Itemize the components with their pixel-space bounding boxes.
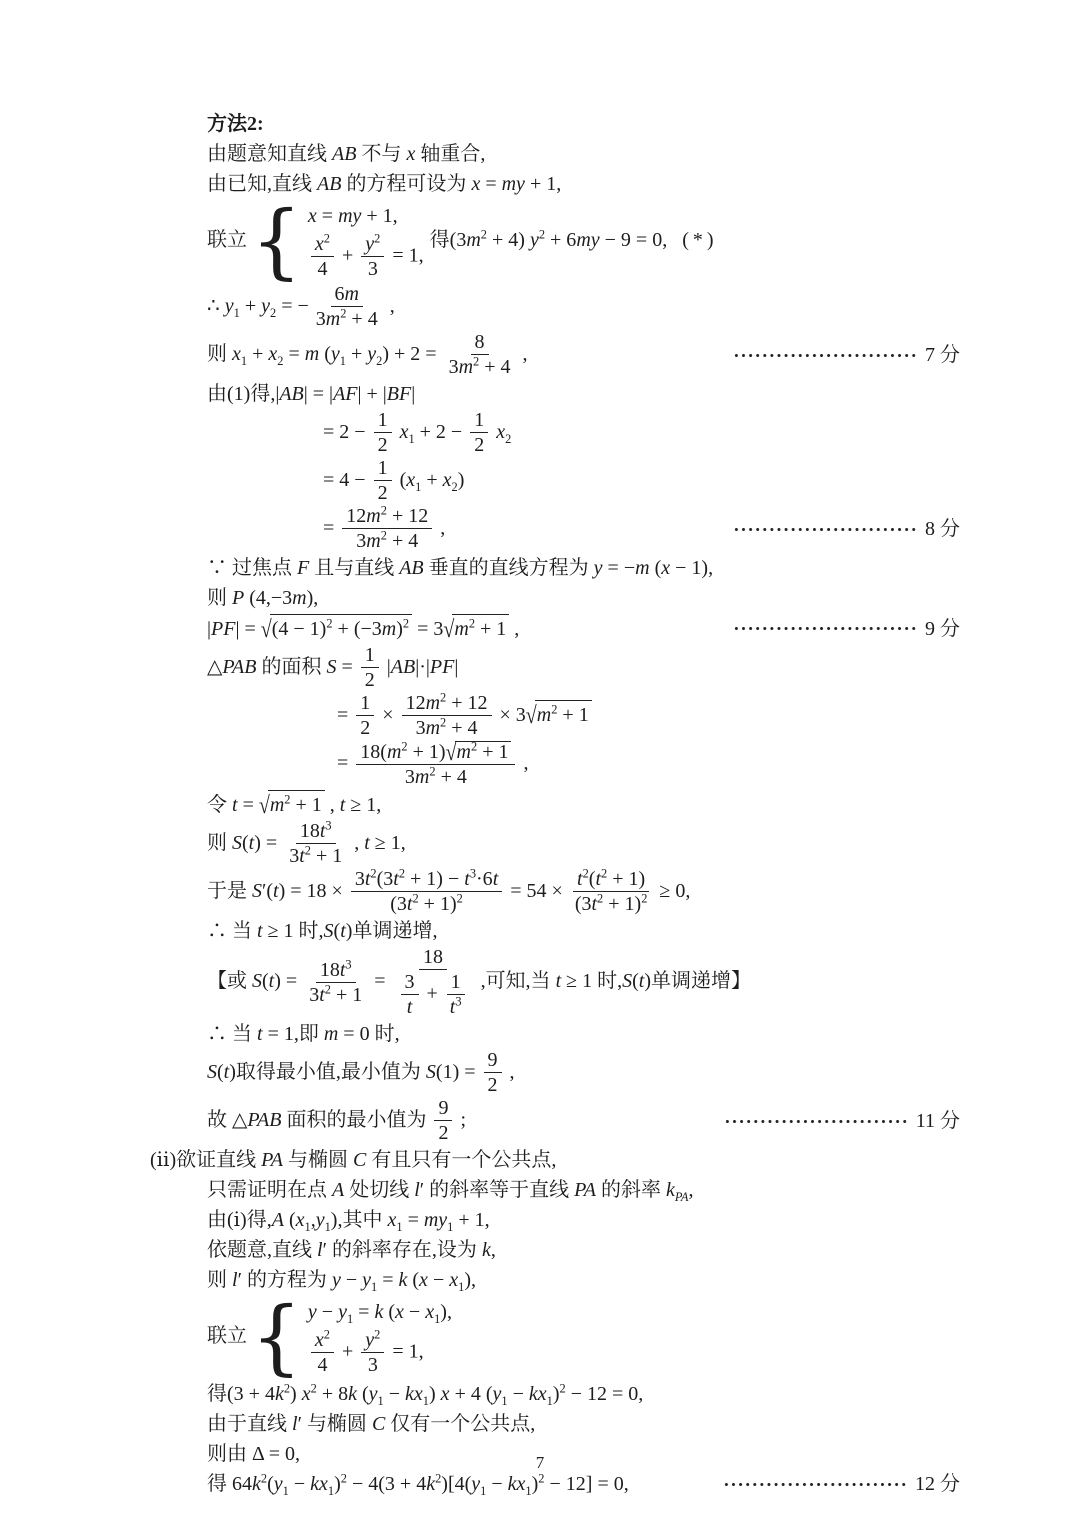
solution-line: [207, 1176, 960, 1204]
math-expression: 于是 S′(t) = 18 × $\frac{3t^2(3t^2 + 1) - t^3\cdot 6t}{(3t^2 + 1)^2}$ = 54 × $\frac{t^2(t^2 + 1)}{(3t^2 + 1)^2}$ ≥ 0,: [207, 866, 691, 915]
solution-line: [207, 947, 960, 1018]
math-expression: 【或 S(t) = $\frac{18t^3}{3t^2 + 1}$ = 18 $\frac{3}{t}$ + $\frac{1}{t^3}$ ,可知,当 t ≥ 1 时,S(t)单调递增】: [207, 946, 752, 1018]
math-expression: 方法2:: [207, 113, 264, 135]
solution-line: [207, 1380, 960, 1408]
math-expression: (ⅱ)欲证直线 PA 与椭圆 C 有且只有一个公共点,: [150, 1149, 557, 1171]
math-expression: 联立 { x = my + 1, $\frac{x^2}{4}$ + $\frac{y^2}{3}$ = 1, 得$(3m^2 + 4) y^2 + 6my - 9 = 0$, ( * ): [207, 193, 714, 288]
solution-line: [207, 741, 960, 788]
solution-line: [207, 410, 960, 456]
math-expression: 依题意,直线 l′ 的斜率存在,设为 k,: [207, 1239, 496, 1261]
math-expression: = $\frac{1}{2}$ × $\frac{12m^2 + 12}{3m^2 + 4}$ × $3√m^2 + 1$: [337, 704, 592, 726]
solution-content: [150, 110, 960, 1500]
solution-line: [207, 818, 960, 867]
math-expression: 得$(3 + 4k^2)$ $x^2 + 8k$ $(y_1 - kx_1) x + 4$ $(y_1 - kx_1)^2 - 12 = 0$,: [207, 1381, 644, 1408]
solution-line: [207, 458, 960, 504]
math-expression: = 2 − $\frac{1}{2}$ $x_1 + 2$ − $\frac{1}{2}$ $x_2$: [323, 409, 512, 456]
score-label: 7 分: [925, 344, 960, 366]
score-marker: [734, 515, 960, 543]
solution-line: [207, 790, 960, 819]
solution-line: [207, 554, 960, 582]
score-label: 12 分: [915, 1473, 960, 1495]
math-expression: 由已知,直线 AB 的方程可设为 x = my + 1,: [207, 173, 562, 195]
math-expression: 故 △PAB 面积的最小值为 $\frac{9}{2}$ ;: [207, 1097, 467, 1144]
solution-line: [207, 1289, 960, 1384]
dotted-leader: [725, 1119, 909, 1124]
math-expression: 由(ⅰ)得,A $(x_1,y_1)$,其中 $x_1 = my_1 + 1$,: [207, 1209, 490, 1234]
solution-line: [207, 645, 960, 691]
solution-line: [207, 140, 960, 168]
score-label: 8 分: [925, 518, 960, 540]
math-expression: = $\frac{18(m^2 + 1)√m^2 + 1}{3m^2 + 4}$ ,: [337, 739, 529, 788]
dotted-leader: [734, 527, 918, 532]
math-expression: 则 $x_1 + x_2 = m$ $(y_1 + y_2) + 2$ = $\frac{8}{3m^2 + 4}$ ,: [207, 331, 528, 378]
solution-line: [207, 1206, 960, 1234]
math-expression: 则 l′ 的方程为 $y - y_1 = k$ $(x - x_1)$,: [207, 1269, 476, 1294]
math-expression: 由题意知直线 AB 不与 x 轴重合,: [207, 143, 486, 165]
math-expression: ∴ 当 t ≥ 1 时,S(t)单调递增,: [207, 920, 438, 942]
solution-line: [150, 1146, 960, 1174]
solution-line: [207, 584, 960, 612]
solution-line: [207, 1236, 960, 1264]
solution-line: [207, 1050, 960, 1096]
score-marker: [734, 341, 960, 369]
math-expression: $|PF| = √(4 - 1)^2 + (-3m)^2 = 3√m^2 + 1$ ,: [207, 618, 519, 640]
page-number: 7: [535, 1453, 545, 1472]
score-label: 9 分: [925, 617, 960, 640]
math-expression: 只需证明在点 A 处切线 l′ 的斜率等于直线 PA 的斜率 $k_{PA}$,: [207, 1179, 694, 1204]
math-expression: 由于直线 l′ 与椭圆 C 仅有一个公共点,: [207, 1413, 536, 1435]
math-expression: ∴ 当 t = 1,即 m = 0 时,: [207, 1023, 400, 1045]
math-expression: 则由 Δ = 0,: [207, 1443, 301, 1465]
solution-line: [207, 193, 960, 288]
math-expression: ∵ 过焦点 F 且与直线 AB 垂直的直线方程为 y = −m (x − 1),: [207, 557, 714, 579]
solution-line: [207, 866, 960, 915]
math-expression: S(t)取得最小值,最小值为 S(1) = $\frac{9}{2}$ ,: [207, 1049, 515, 1096]
math-expression: = $\frac{12m^2 + 12}{3m^2 + 4}$ ,: [323, 503, 446, 552]
solution-line: [207, 110, 960, 138]
solution-line: [207, 917, 960, 945]
score-label: 11 分: [915, 1110, 960, 1132]
solution-line: [207, 1470, 960, 1498]
solution-line: [207, 380, 960, 408]
solution-line: [207, 1020, 960, 1048]
dotted-leader: [734, 353, 918, 358]
score-marker: [724, 1470, 960, 1498]
solution-line: [207, 690, 960, 739]
solution-line: [207, 284, 960, 330]
math-expression: 联立 { $y - y_1 = k$ $(x - x_1)$, $\frac{x^2}{4}$ + $\frac{y^2}{3}$ = 1,: [207, 1289, 452, 1384]
math-expression: △PAB 的面积 S = $\frac{1}{2}$ |AB|·|PF|: [207, 644, 459, 691]
solution-line: [207, 332, 960, 378]
math-expression: 则 P (4,−3m),: [207, 587, 319, 609]
dotted-leader: [734, 626, 918, 631]
solution-line: [207, 503, 960, 552]
dotted-leader: [724, 1482, 908, 1487]
solution-line: [207, 1098, 960, 1144]
score-marker: [734, 615, 960, 643]
score-marker: [725, 1107, 960, 1135]
solution-line: [207, 170, 960, 198]
math-expression: 则 S(t) = $\frac{18t^3}{3t^2 + 1}$ , t ≥ 1,: [207, 818, 406, 867]
math-expression: = 4 − $\frac{1}{2}$ $(x_1 + x_2)$: [323, 457, 465, 504]
math-expression: 由(1)得,|AB| = |AF| + |BF|: [207, 383, 416, 405]
solution-line: [207, 614, 960, 643]
solution-line: [207, 1410, 960, 1438]
solution-line: [207, 1266, 960, 1294]
solution-lines: [150, 110, 960, 1498]
math-expression: 得 $64k^2(y_1 - kx_1)^2 - 4(3 + 4k^2)[4(y_1 - kx_1)^2 - 12] = 0$,: [207, 1471, 629, 1498]
math-expression: ∴ $y_1 + y_2$ = − $\frac{6m}{3m^2 + 4}$ ,: [207, 283, 395, 330]
math-expression: 令 $t = √m^2 + 1$ , t ≥ 1,: [207, 794, 381, 816]
